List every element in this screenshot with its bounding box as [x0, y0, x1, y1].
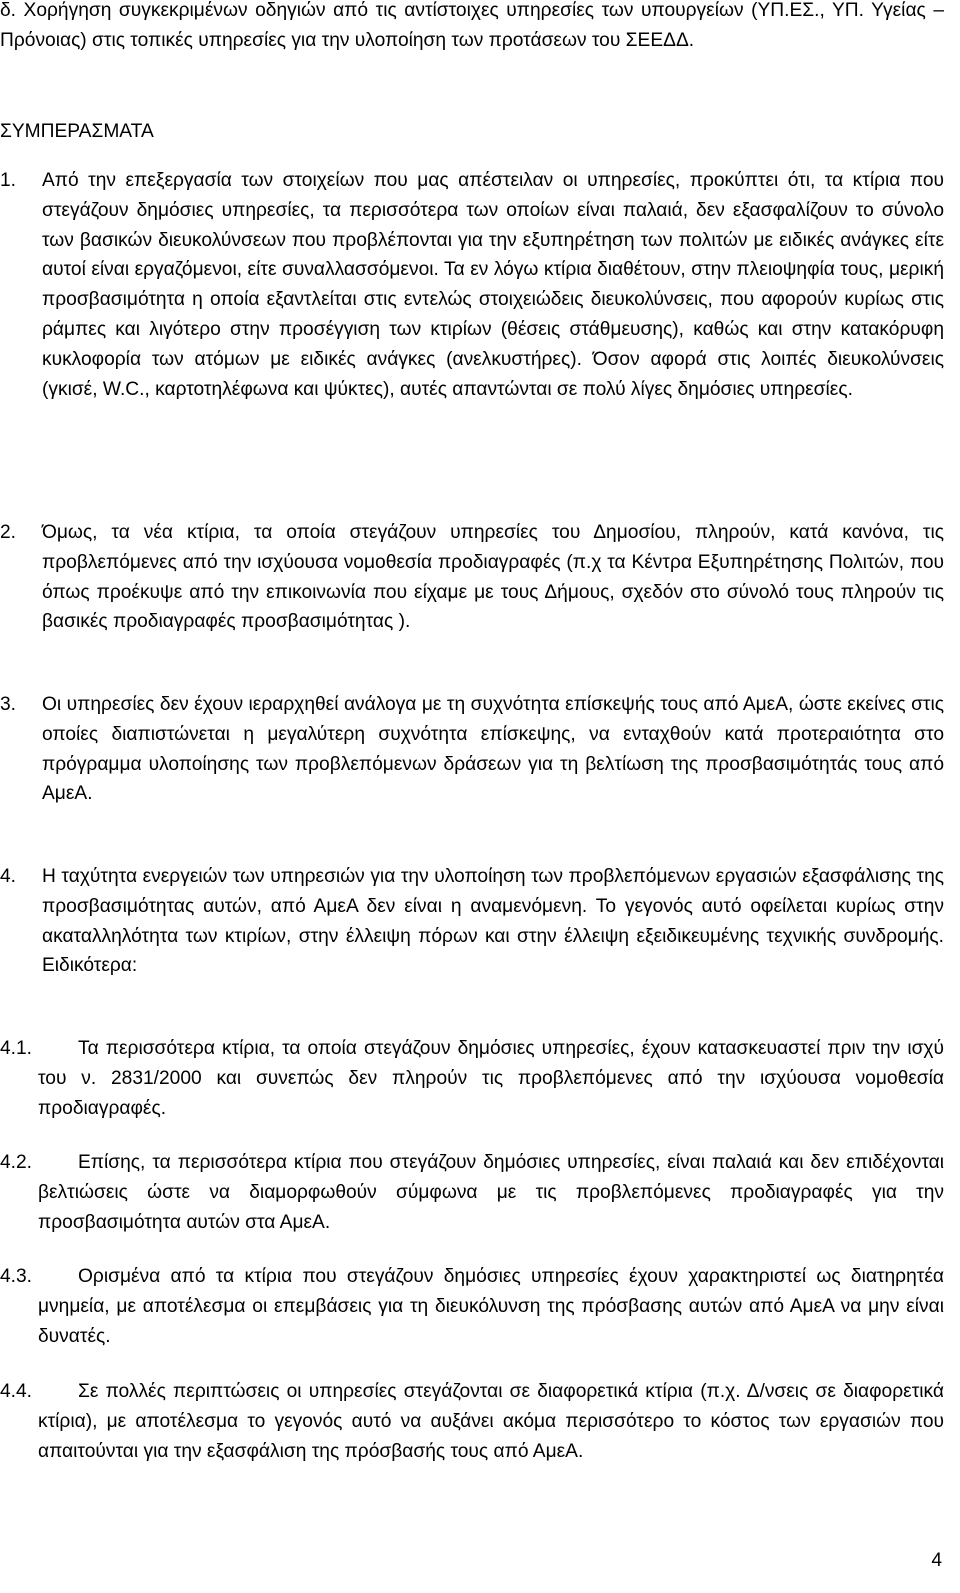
subitem-text: Σε πολλές περιπτώσεις οι υπηρεσίες στεγάζονται σε διαφορετικά κτίρια (π.χ. Δ/νσεις σε διαφορετικά κτίρια), με αποτέλεσμα το γεγονός αυτό να αυξάνει ακόμα περισσότερο το κόστος των εργασιών που απαιτούνται για την εξασφάλιση της πρόσβασής τους από ΑμεΑ. — [38, 1381, 944, 1462]
intro-paragraph — [0, 0, 944, 56]
item-text: Οι υπηρεσίες δεν έχουν ιεραρχηθεί ανάλογα με τη συχνότητα επίσκεψής τους από ΑμεΑ, ώστε εκείνες στις οποίες διαπιστώνεται η μεγαλύτερη συχνότητα επίσκεψης, να ενταχθούν κατά προτεραιότητα στο πρόγραμμα υλοποίησης των προβλεπόμενων δράσεων για τη βελτίωση της προσβασιμότητάς τους από ΑμεΑ. — [42, 694, 944, 805]
conclusion-item-1 — [0, 166, 944, 404]
heading-text: ΣΥΜΠΕΡΑΣΜΑΤΑ — [0, 121, 154, 142]
item-number: 3. — [0, 694, 17, 715]
item-number: 1. — [0, 170, 17, 191]
subitem-number: 4.1. — [0, 1038, 33, 1059]
item-text: Η ταχύτητα ενεργειών των υπηρεσιών για την υλοποίηση των προβλεπόμενων εργασιών εξασφάλισης της προσβασιμότητας αυτών, από ΑμεΑ δεν είναι η αναμενόμενη. Το γεγονός αυτό οφείλεται κυρίως στην ακαταλληλότητα των κτιρίων, στην έλλειψη πόρων και στην έλλειψη εξειδικευμένης τεχνικής συνδρομής. Ειδικότερα: — [42, 866, 944, 977]
item-text: Από την επεξεργασία των στοιχείων που μας απέστειλαν οι υπηρεσίες, προκύπτει ότι, τα κτίρια που στεγάζουν δημόσιες υπηρεσίες, τα περισσότερα των οποίων είναι παλαιά, δεν εξασφαλίζουν το σύνολο των βασικών διευκολύνσεων που προβλέπονται για την εξυπηρέτηση των πολιτών με ειδικές ανάγκες είτε αυτοί είναι εργαζόμενοι, είτε συναλλασσόμενοι. Τα εν λόγω κτίρια διαθέτουν, στην πλειοψηφία τους, μερική προσβασιμότητα η οποία εξαντλείται στις εντελώς στοιχειώδεις διευκολύνσεις, που αφορούν κυρίως στις ράμπες και λιγότερο στην προσέγγιση των κτιρίων (θέσεις στάθμευσης), καθώς και στην κατακόρυφη κυκλοφορία των ατόμων με ειδικές ανάγκες (ανελκυστήρες). Όσον αφορά στις λοιπές διευκολύνσεις (γκισέ, W.C., καρτοτηλέφωνα και ψύκτες), αυτές απαντώνται σε πολύ λίγες δημόσιες υπηρεσίες. — [42, 170, 944, 400]
subitem-4-1 — [0, 1034, 944, 1123]
item-number: 4. — [0, 866, 17, 887]
subitem-4-4 — [0, 1377, 944, 1466]
page-number: 4 — [931, 1550, 942, 1571]
subitem-text: Ορισμένα από τα κτίρια που στεγάζουν δημόσιες υπηρεσίες έχουν χαρακτηριστεί ως διατηρητέα μνημεία, με αποτέλεσμα οι επεμβάσεις για τη διευκόλυνση της πρόσβασης αυτών από ΑμεΑ να μην είναι δυνατές. — [38, 1266, 944, 1347]
conclusion-item-4 — [0, 862, 944, 981]
subitem-number: 4.4. — [0, 1381, 33, 1402]
section-heading — [0, 117, 944, 147]
subitem-4-3 — [0, 1262, 944, 1351]
subitem-text: Τα περισσότερα κτίρια, τα οποία στεγάζουν δημόσιες υπηρεσίες, έχουν κατασκευαστεί πριν την ισχύ του ν. 2831/2000 και συνεπώς δεν πληρούν τις προβλεπόμενες από την ισχύουσα νομοθεσία προδιαγραφές. — [38, 1038, 944, 1119]
item-number: 2. — [0, 522, 17, 543]
intro-text: δ. Χορήγηση συγκεκριμένων οδηγιών από τις αντίστοιχες υπηρεσίες των υπουργείων (ΥΠ.ΕΣ., ΥΠ. Υγείας – Πρόνοιας) στις τοπικές υπηρεσίες για την υλοποίηση των προτάσεων του ΣΕΕΔΔ. — [0, 0, 944, 51]
conclusion-item-3 — [0, 690, 944, 809]
conclusion-item-2 — [0, 518, 944, 637]
subitem-4-2 — [0, 1148, 944, 1237]
subitem-number: 4.2. — [0, 1152, 33, 1173]
subitem-text: Επίσης, τα περισσότερα κτίρια που στεγάζουν δημόσιες υπηρεσίες, είναι παλαιά και δεν επιδέχονται βελτιώσεις ώστε να διαμορφωθούν σύμφωνα με τις προβλεπόμενες προδιαγραφές για την προσβασιμότητα αυτών στα ΑμεΑ. — [38, 1152, 944, 1233]
subitem-number: 4.3. — [0, 1266, 33, 1287]
item-text: Όμως, τα νέα κτίρια, τα οποία στεγάζουν υπηρεσίες του Δημοσίου, πληρούν, κατά κανόνα, τις προβλεπόμενες από την ισχύουσα νομοθεσία προδιαγραφές (π.χ τα Κέντρα Εξυπηρέτησης Πολιτών, που όπως προέκυψε από την επικοινωνία που είχαμε με τους Δήμους, σχεδόν στο σύνολό τους πληρούν τις βασικές προδιαγραφές προσβασιμότητας ). — [42, 522, 944, 633]
